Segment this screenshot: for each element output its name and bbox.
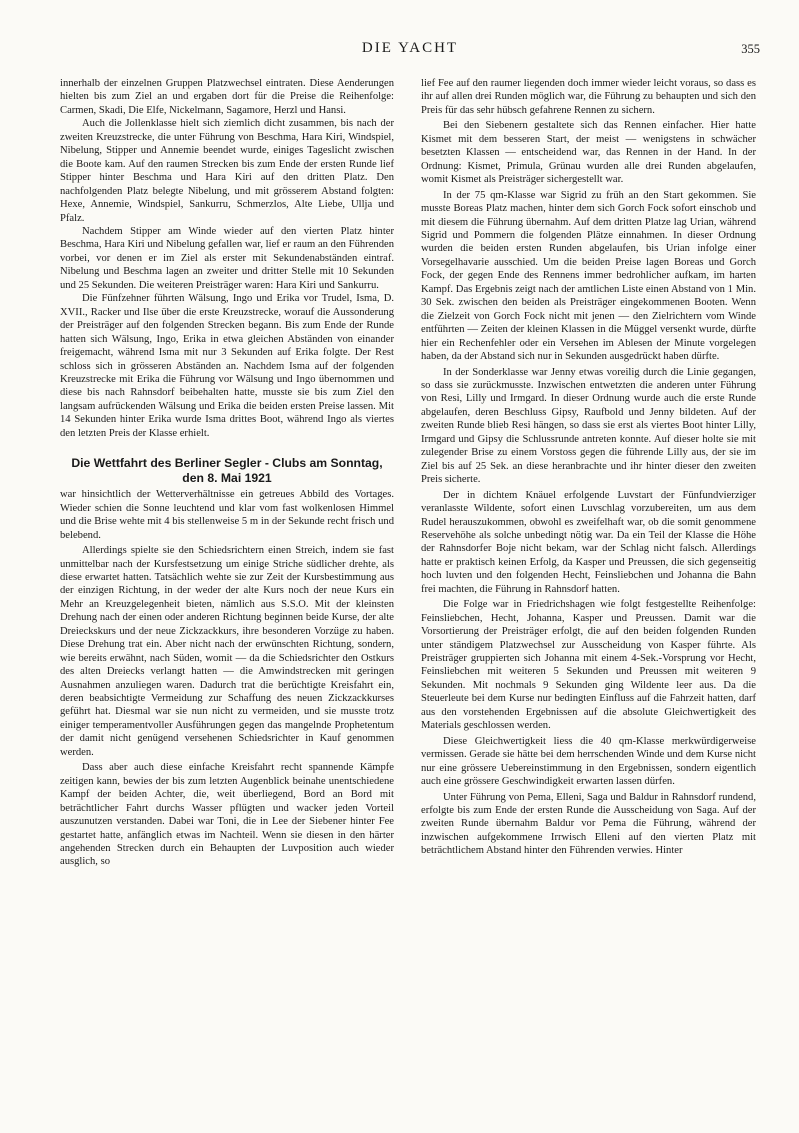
paragraph: lief Fee auf den raumer liegenden doch immer wieder leicht voraus, so dass es ihr auf allen drei Runden möglich war, die Führung zu behaupten und sich den Preis für das sehr hübsch gefahrene Rennen zu sichern.: [421, 78, 756, 116]
paragraph: In der Sonderklasse war Jenny etwas voreilig durch die Linie gegangen, so dass sie zurückmusste. Inzwischen entwetzten die anderen unter Führung von Resi, Lilly und Irmgard. In dieser Ordnung wurde auch die erste Runde abgelaufen, deren Beschluss Gipsy, Raufbold und Jenny bildeten. Auf der zweiten Runde blieb Resi hängen, so dass sie erst als viertes Boot hinter Lilly, Irmgard und Gipsy die Schlussrunde antreten konnte. Auf dieser holte sie mit zulegender Brise zu einem Vorstoss gegen die führende Lilly aus, der sie im Ziel bis auf 25 Sek. an diese heranbrachte und ihr hinter dieser den zweiten Preis sicherte.: [421, 366, 756, 486]
paragraph: Auch die Jollenklasse hielt sich ziemlich dicht zusammen, bis nach der zweiten Kreuzstrecke, die unter Führung von Beschma, Hara Kiri, Windspiel, Nibelung, Stipper und Annemie beendet wurde, einiges Tageslicht zwischen die Boote kam. Auf den raumen Strecken bis zum Ende der ersten Runde lief Stipper hinter Beschma und Hara Kiri auf den dritten Platz. Den nachfolgenden Platz belegte Nibelung, und mit grösserem Abstand folgten: Hexe, Annemie, Windspiel, Sankurru, Schmerzlos, Alte Liebe, Ullja und Pfalz.: [60, 118, 394, 224]
right-column: [421, 77, 756, 858]
paragraph: Der in dichtem Knäuel erfolgende Luvstart der Fünfundvierziger veranlasste Wildente, sofort einen Luvschlag vorzubereiten, um aus dem Rudel herauszukommen, obwohl es zweifelhaft war, ob die somit genommene Reservehöhe als solche unbedingt nötig war. Da ein Teil der Klasse die Höhe der Rahnsdorfer Boje nicht bekam, war der Schlag nicht falsch. Allerdings hatte er praktisch keinen Erfolg, da Kasper und Preussen, die sich gegenseitig hoch luvten und den folgenden Hecht, Feinsliebchen und Johanna die Bahn frei machten, die Führung in Rahnsdorf hatten.: [421, 489, 756, 595]
paragraph: Unter Führung von Pema, Elleni, Saga und Baldur in Rahnsdorf rundend, erfolgte bis zum Ende der ersten Runde die Ausscheidung von Saga. Auf der zweiten Runde übernahm Baldur vor Pema die Führung, während der inzwischen aufgekommene Irrwisch Elleni auf den vierten Platz mit beträchtlichem Abstand hinter den Führenden verwies. Hinter: [421, 791, 756, 857]
paragraph: war hinsichtlich der Wetterverhältnisse ein getreues Abbild des Vortages. Wieder schien die Sonne leuchtend und klar vom fast wolkenlosen Himmel und die Brise wehte mit 4 bis stellenweise 5 m in der Sekunde recht frisch und belebend.: [60, 489, 394, 541]
paragraph: In der 75 qm-Klasse war Sigrid zu früh an den Start gekommen. Sie musste Boreas Platz machen, hinter dem sich Gorch Fock sofort einschob und mit diesem die Führung übernahm. Auf dem dritten Platze lag Urian, während Sigrid und Pommern die folgenden Plätze einnahmen. In dieser Ordnung wurden die beiden ersten Runden abgelaufen, bis Urian infolge einer Vorsegelhavarie ausschied. Um die beiden Preise lagen Boreas und Gorch Fock, der gegen Ende des Rennens immer bedrohlicher aufkam, im harten Kampf. Das Ergebnis zeigt nach der amtlichen Liste einen Abstand von 1 Min. 30 Sek. zwischen den beiden als Preisträger eingekommenen Booten. Wenn die Zielzeit von Gorch Fock nicht mit jenen — den Zielrichtern vom Winde entführten — Zeiten der kleinen Klassen in die Müggel versenkt wurde, dürfte hier ein Rechenfehler oder ein Versehen im Ablesen der Minute vorgelegen haben, da der Abstand sich nur in Sekunden ausgedrückt haben dürfte.: [421, 189, 756, 363]
paragraph: Die Folge war in Friedrichshagen wie folgt festgestellte Reihenfolge: Feinsliebchen, Hecht, Johanna, Kasper und Preussen. Damit war die Vorsortierung der Preisträger erfolgt, die auf den beiden folgenden Runden unter ständigem Platzwechsel zur Ausscheidung von Kasper führte. Als Preisträger gruppierten sich Johanna mit einem 4-Sek.-Vorsprung vor Hecht, Feinsliebchen mit weiteren 5 Sekunden und Preussen mit weiteren 9 Sekunden. Mit nochmals 9 Sekunden ging Wildente leer aus. Da die Steuerleute bei dem Kurse nur bedingten Einfluss auf die Fahrzeit hatten, darf aus den vorstehenden Ergebnissen auf die absolute Gleichwertigkeit des Materials geschlossen werden.: [421, 599, 756, 732]
page-header: [60, 40, 760, 62]
paragraph: innerhalb der einzelnen Gruppen Platzwechsel eintraten. Diese Aenderungen hielten bis zum Ziel an und ergaben dort für die Preise die Reihenfolge: Carmen, Skadi, Die Elfe, Nickelmann, Sagamore, Herzl und Hansi.: [60, 78, 394, 116]
section-heading: Die Wettfahrt des Berliner Segler - Clubs am Sonntag, den 8. Mai 1921: [71, 456, 383, 486]
paragraph: Diese Gleichwertigkeit liess die 40 qm-Klasse merkwürdigerweise vermissen. Gerade sie hätte bei dem herrschenden Winde und dem Kurse nicht nur eine grössere Uebereinstimmung in den Ergebnissen, sondern eigentlich auch eine grössere Geschwindigkeit erwarten lassen dürfen.: [421, 735, 756, 788]
left-column: [60, 77, 394, 869]
paragraph: Dass aber auch diese einfache Kreisfahrt recht spannende Kämpfe zeitigen kann, bewies der bis zum letzten Augenblick beinahe unentschiedene Kampf der beiden Achter, die, weit überliegend, Bord an Bord mit beträchtlicher Fahrt durchs Wasser pflügten und wacker jeden Vorteil auszunutzen verstanden. Dabei war Toni, die in Lee der Siebener hinter Fee gestartet hatte, anfänglich etwas im Nachteil. Wenn sie diesen in den härter angehenden Strecken durch ein Behaupten der Luvposition auch wieder ausglich, so: [60, 762, 394, 868]
page-number: 355: [741, 42, 760, 56]
paragraph: Allerdings spielte sie den Schiedsrichtern einen Streich, indem sie fast unmittelbar nach der Kursfestsetzung um einige Striche südlicher drehte, als diese erwartet hatten. Tatsächlich wehte sie zur Zeit der Kursbestimmung aus der einzigen Richtung, in der weder der alte Kurs noch der neue Kurs ein Mehr an Kreuzgelegenheit bieten, nämlich aus S.S.O. Mit der kleinsten Drehung nach der einen oder anderen Richtung beginnen beide Kurse, der alte Dreieckskurs und der neue Zickzackkurs, ihre besonderen Vorzüge zu haben. Diese Drehung trat ein. Aber nicht nach der erwünschten Richtung, sondern, wie bereits erwähnt, nach Süden, womit — da die Schiedsrichter den Ostkurs des alten Dreiecks verlangt hatten — die Amwindstrecken mit geringen Ausnahmen anzuliegen waren. Dadurch trat die berüchtigte Kreisfahrt ein, deren beabsichtigte Vermeidung zur Schaffung des neuen Zickzackkurses geführt hat. Diesmal war sie nun nicht zu vermeiden, und sie musste trotz einiger temperamentvoller Ausführungen gegen das mangelnde Prophetentum der damit nicht genügend versehenen Schiedsrichter in Kauf genommen werden.: [60, 545, 394, 758]
paragraph: Die Fünfzehner führten Wälsung, Ingo und Erika vor Trudel, Isma, D. XVII., Racker und Ilse über die erste Kreuzstrecke, worauf die Aussonderung der Preisträger auf den folgenden Strecken begann. Bis zum Ende der Runde hatten sich Wälsung, Ingo, Erika in etwa gleichen Abständen von einander freigemacht, während Isma mit nur 3 Sekunden auf Erika folgte. Der Rest schloss sich in grösseren Abständen an. Nachdem Isma auf der folgenden Kreuzstrecke mit Erika die Führung vor Wälsung und Ingo übernommen und diese bis nach Rahnsdorf beibehalten hatte, musste sie bis zum Ziel den langsam aufrückenden Wälsung und Erika die beiden ersten Preise lassen. Mit 14 Sekunden hinter Erika wurde Isma drittes Boot, während Ingo als viertes den letzten Preis der Klasse erhielt.: [60, 293, 394, 439]
paragraph: Nachdem Stipper am Winde wieder auf den vierten Platz hinter Beschma, Hara Kiri und Nibelung gefallen war, lief er raum an den Führenden vorbei, vor denen er im Ziel als erster mit Sekundenabständen eintraf. Nibelung und Beschma lagen an zweiter und dritter Stelle mit 10 Sekunden und 25 Sekunden. Die weiteren Preisträger waren: Hara Kiri und Sankurru.: [60, 225, 394, 291]
paragraph: Bei den Siebenern gestaltete sich das Rennen einfacher. Hier hatte Kismet mit dem besseren Start, der meist — wenigstens in schwächer besetzten Klassen — entscheidend war, das Rennen in der Hand. In der Ordnung: Kismet, Primula, Grünau wurden alle drei Runden abgelaufen, womit Kismet als Preisträger sichergestellt war.: [421, 120, 756, 186]
running-title: DIE YACHT: [361, 40, 459, 56]
